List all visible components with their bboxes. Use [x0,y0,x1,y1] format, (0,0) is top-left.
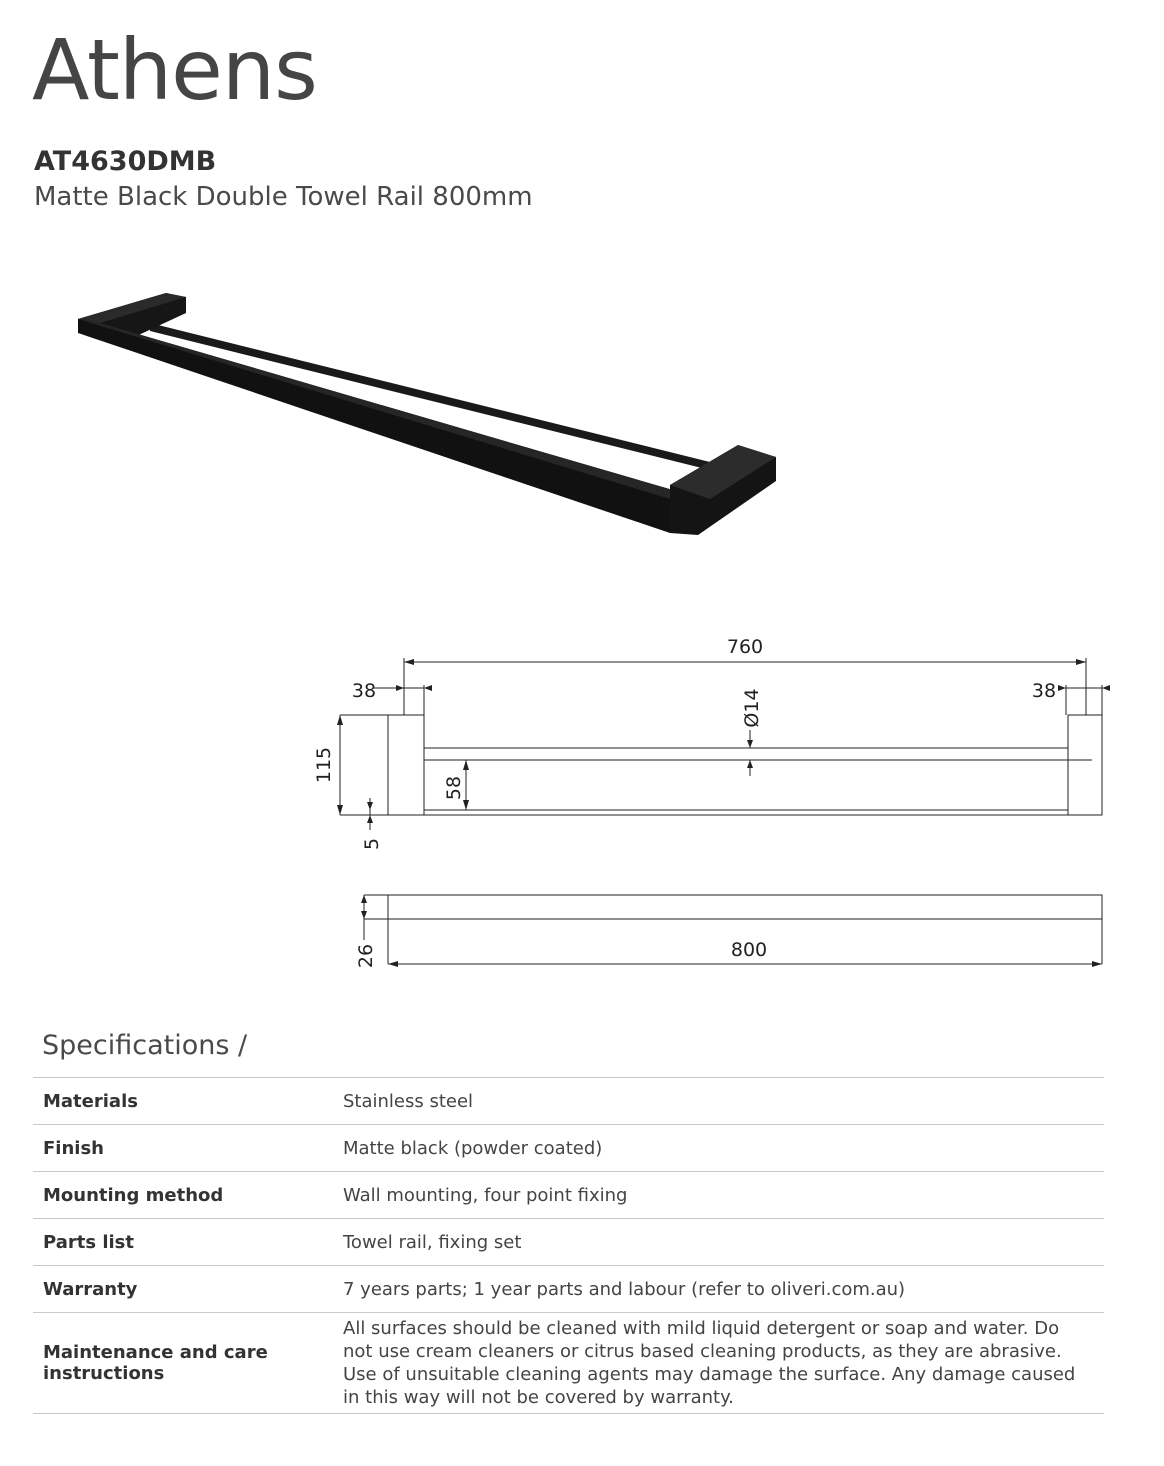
front-rail [78,319,690,533]
spec-value: Matte black (powder coated) [333,1125,1104,1172]
product-image [70,285,790,545]
dim-diameter: Ø14 [741,688,763,728]
table-row [33,1219,1104,1266]
dim-760: 760 [726,636,764,658]
spec-value: All surfaces should be cleaned with mild liquid detergent or soap and water. Do not use cream cleaners or citrus based cleaning products, as they are abrasive. Use of unsuitable cleaning agents may damage the surface. Any damage caused in this way will not be covered by warranty. [333,1313,1104,1414]
spec-label: Warranty [33,1266,333,1313]
spec-value: 7 years parts; 1 year parts and labour (refer to oliveri.com.au) [333,1266,1104,1313]
table-row [33,1078,1104,1125]
product-code: AT4630DMB [34,146,217,177]
spec-label: Mounting method [33,1172,333,1219]
dim-26: 26 [355,943,377,969]
specifications-table [33,1077,1104,1414]
dim-5: 5 [361,837,383,851]
specifications-heading: Specifications / [42,1030,248,1061]
dim-38-right: 38 [1031,680,1057,702]
dim-115: 115 [313,746,335,784]
spec-value: Stainless steel [333,1078,1104,1125]
spec-label: Materials [33,1078,333,1125]
spec-label: Finish [33,1125,333,1172]
dim-38-left: 38 [351,680,377,702]
spec-label: Parts list [33,1219,333,1266]
table-row [33,1125,1104,1172]
spec-value: Wall mounting, four point fixing [333,1172,1104,1219]
dim-800: 800 [730,939,768,961]
spec-value: Towel rail, fixing set [333,1219,1104,1266]
table-row [33,1172,1104,1219]
spec-label: Maintenance and care instructions [33,1313,333,1414]
table-row [33,1313,1104,1414]
product-name: Matte Black Double Towel Rail 800mm [34,182,533,212]
brand-title: Athens [32,21,317,119]
dim-58: 58 [443,775,465,801]
technical-drawing [300,630,1120,975]
table-row [33,1266,1104,1313]
